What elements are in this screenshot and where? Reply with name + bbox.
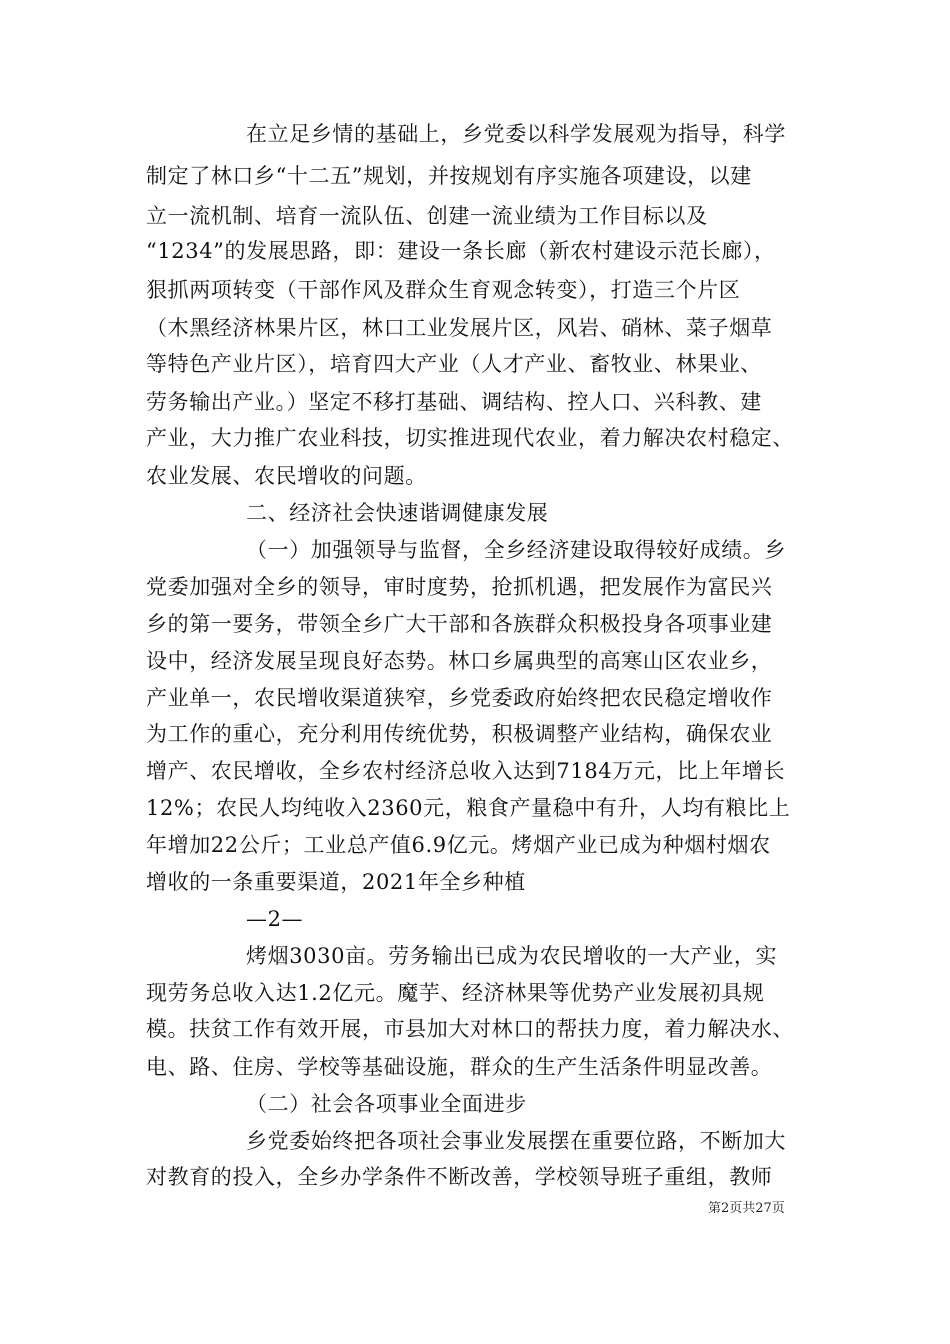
text-line: 乡党委始终把各项社会事业发展摆在重要位路，不断加大 xyxy=(246,1129,786,1153)
text-line: 狠抓两项转变（干部作风及群众生育观念转变），打造三个片区 xyxy=(146,278,741,302)
text-line: （一）加强领导与监督，全乡经济建设取得较好成绩。乡 xyxy=(246,538,786,562)
section-heading: 二、经济社会快速谐调健康发展 xyxy=(246,501,549,525)
text-line: 等特色产业片区），培育四大产业（人才产业、畜牧业、林果业、 xyxy=(146,352,762,376)
text-line: 产业，大力推广农业科技，切实推进现代农业，着力解决农村稳定、 xyxy=(146,426,794,450)
text-line: 为工作的重心，充分利用传统优势，积极调整产业结构，确保农业 xyxy=(146,722,773,746)
text-line: 模。扶贫工作有效开展，市县加大对林口的帮扶力度，着力解决水、 xyxy=(146,1017,794,1041)
section-heading: （二）社会各项事业全面进步 xyxy=(246,1092,527,1116)
text-line: 增产、农民增收，全乡农村经济总收入达到7184万元，比上年增长 xyxy=(146,759,786,783)
text-line: 现劳务总收入达1.2亿元。魔芋、经济林果等优势产业发展初具规 xyxy=(146,981,765,1005)
text-line: 在立足乡情的基础上，乡党委以科学发展观为指导，科学 xyxy=(246,122,786,146)
page-number-footer: 第2页共27页 xyxy=(708,1201,785,1216)
text-line: 12%；农民人均纯收入2360元，粮食产量稳中有升，人均有粮比上 xyxy=(146,796,791,820)
text-line: 设中，经济发展呈现良好态势。林口乡属典型的高寒山区农业乡， xyxy=(146,649,773,673)
text-line: 农业发展、农民增收的问题。 xyxy=(146,464,427,488)
text-line: 增收的一条重要渠道，2021年全乡种植 xyxy=(146,870,526,894)
text-line: 乡的第一要务，带领全乡广大干部和各族群众积极投身各项事业建 xyxy=(146,612,773,636)
text-line: 对教育的投入，全乡办学条件不断改善，学校领导班子重组，教师 xyxy=(146,1165,773,1189)
text-line: “1234”的发展思路，即：建设一条长廊（新农村建设示范长廊）， xyxy=(146,239,776,263)
text-line: 电、路、住房、学校等基础设施，群众的生产生活条件明显改善。 xyxy=(146,1055,773,1079)
text-line: 立一流机制、培育一流队伍、创建一流业绩为工作目标以及 xyxy=(146,204,708,228)
text-line: （木黑经济林果片区，林口工业发展片区，风岩、硝林、菜子烟草 xyxy=(146,316,773,340)
text-line: 年增加22公斤；工业总产值6.9亿元。烤烟产业已成为种烟村烟农 xyxy=(146,833,771,857)
page-marker: —2— xyxy=(246,907,304,931)
text-line: 制定了林口乡“十二五”规划，并按规划有序实施各项建设，以建 xyxy=(146,164,752,188)
text-line: 劳务输出产业。）坚定不移打基础、调结构、控人口、兴科教、建 xyxy=(146,390,762,414)
text-line: 烤烟3030亩。劳务输出已成为农民增收的一大产业，实 xyxy=(246,944,778,968)
text-line: 产业单一，农民增收渠道狭窄，乡党委政府始终把农民稳定增收作 xyxy=(146,686,773,710)
text-line: 党委加强对全乡的领导，审时度势，抢抓机遇，把发展作为富民兴 xyxy=(146,575,773,599)
